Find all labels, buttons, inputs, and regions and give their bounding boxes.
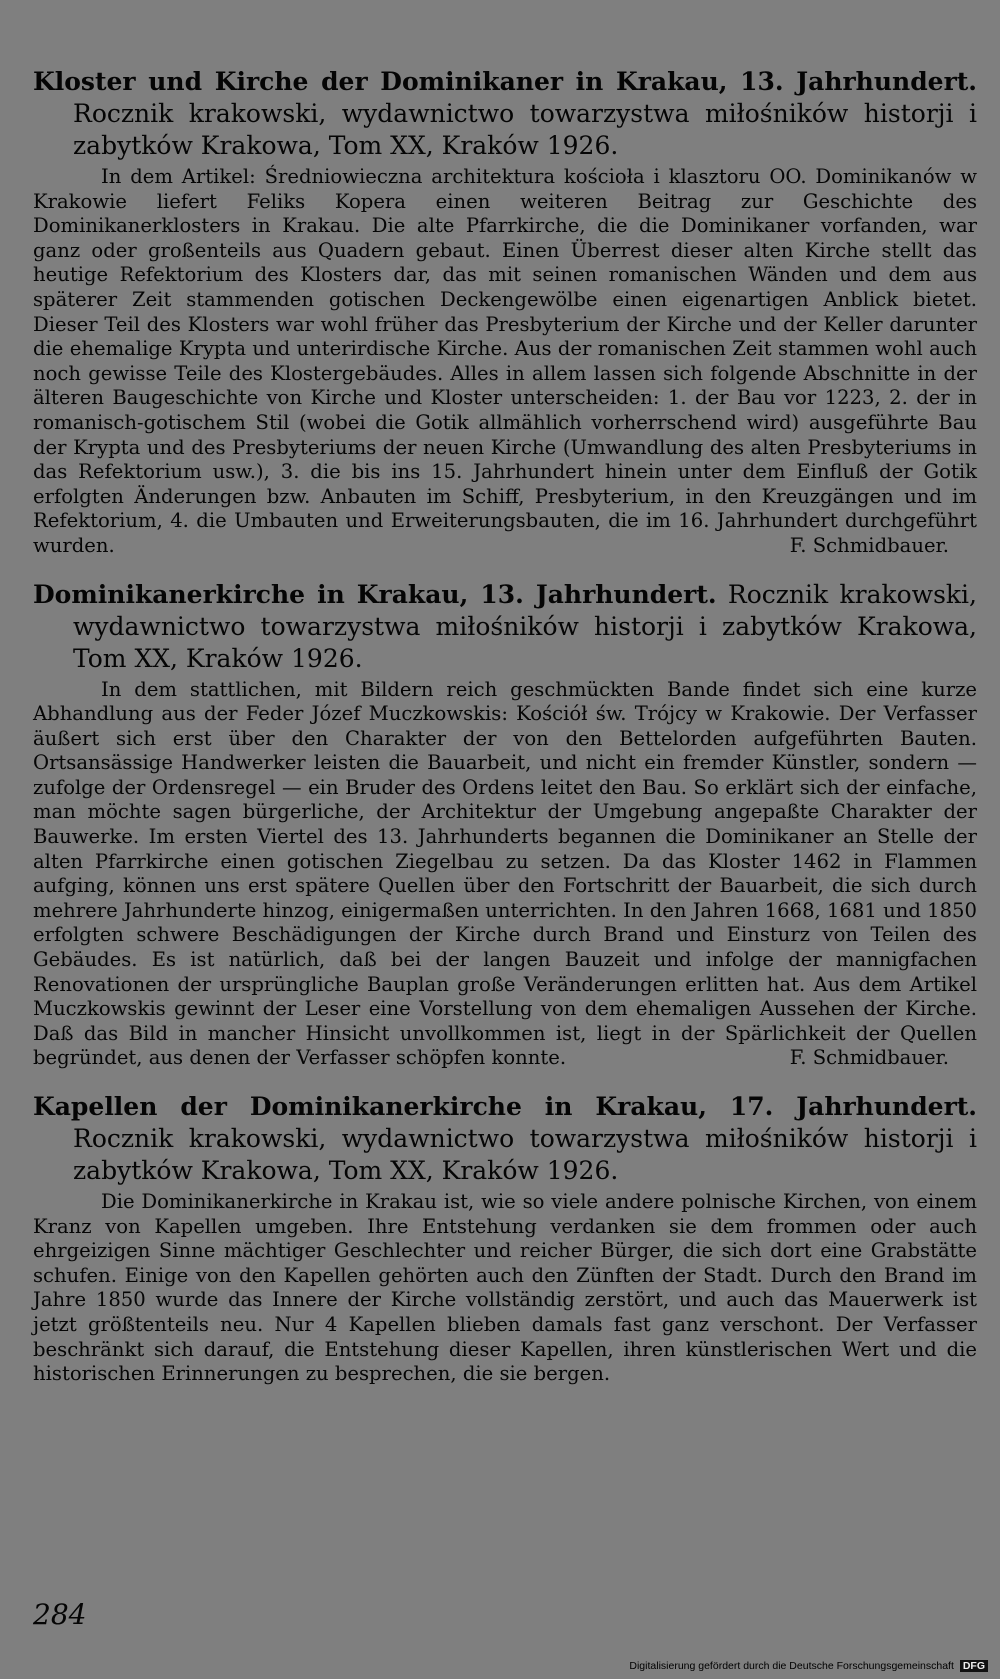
entry-title: Kapellen der Dominikanerkirche in Krakau, 17. Jahrhundert. [33, 1092, 977, 1121]
entry-text: In dem stattlichen, mit Bildern reich geschmückten Bande findet sich eine kurze Abhandlung aus der Feder Józef Muczkowskis: Kościół św. Trójcy w Krakowie. Der Verfasser äußert sich erst über den Charakter der von den Bettelorden aufgeführten Bauten. Ortsansässige Handwerker leisten die Bauarbeit, und nicht ein fremder Künstler, sondern — zufolge der Ordensregel — ein Bruder des Ordens leitet den Bau. So erklärt sich der einfache, man möchte sagen bürgerliche, der Architektur der Umgebung angepaßte Charakter der Bauwerke. Im ersten Viertel des 13. Jahrhunderts begannen die Dominikaner an Stelle der alten Pfarrkirche einen gotischen Ziegelbau zu setzen. Da das Kloster 1462 in Flammen aufging, können uns erst spätere Quellen über den Fortschritt der Bauarbeit, die sich durch mehrere Jahrhunderte hinzog, einigermaßen unterrichten. In den Jahren 1668, 1681 und 1850 erfolgten schwere Beschädigungen der Kirche durch Brand und Einsturz von Teilen des Gebäudes. Es ist natürlich, daß bei der langen Bauzeit und infolge der mannigfachen Renovationen der ursprüngliche Bauplan große Veränderungen erlitten hat. Aus dem Artikel Muczkowskis gewinnt der Leser eine Vorstellung von dem ehemaligen Aussehen der Kirche. Daß das Bild in mancher Hinsicht unvollkommen ist, liegt in der Spärlichkeit der Quellen begründet, aus denen der Verfasser schöpfen konnte. [33, 677, 977, 1070]
entry-source: Rocznik krakowski, wydawnictwo towarzystwa miłośników historji i zabytków Krakowa, Tom XX, Kraków 1926. [73, 579, 977, 673]
entry-body [33, 165, 977, 559]
dfg-logo: DFG [960, 1660, 988, 1672]
entry-text: Die Dominikanerkirche in Krakau ist, wie so viele andere polnische Kirchen, von einem Kranz von Kapellen umgeben. Ihre Entstehung verdanken sie dem frommen oder auch ehrgeizigen Sinne mächtiger Geschlechter und reicher Bürger, die sich dort eine Grabstätte schufen. Einige von den Kapellen gehörten auch den Zünften der Stadt. Durch den Brand im Jahre 1850 wurde das Innere der Kirche vollständig zerstört, und auch das Mauerwerk ist jetzt größtenteils neu. Nur 4 Kapellen blieben damals fast ganz verschont. Der Verfasser beschränkt sich darauf, die Entstehung dieser Kapellen, ihren künstlerischen Wert und die historischen Erinnerungen zu besprechen, die sie bergen. [33, 1190, 977, 1386]
footer-text: Digitalisierung gefördert durch die Deutsche Forschungsgemeinschaft [629, 1660, 954, 1672]
entry-author: F. Schmidbauer. [789, 1046, 949, 1070]
entry-body [33, 678, 977, 1072]
entry-1 [33, 66, 977, 559]
entry-2 [33, 579, 977, 1072]
entry-3 [33, 1091, 977, 1387]
document-page [33, 66, 977, 1407]
entry-source: Rocznik krakowski, wydawnictwo towarzystwa miłośników historji i zabytków Krakowa, Tom XX, Kraków 1926. [73, 99, 977, 160]
entry-author: F. Schmidbauer. [789, 533, 949, 557]
page-number: 284 [33, 1598, 87, 1631]
entry-heading [33, 66, 977, 162]
entry-title: Dominikanerkirche in Krakau, 13. Jahrhundert. [33, 579, 717, 609]
entry-heading [33, 1091, 977, 1187]
digitization-footer [629, 1660, 988, 1672]
entry-heading [33, 579, 977, 675]
entry-body [33, 1190, 977, 1387]
entry-text: In dem Artikel: Średniowieczna architektura kościoła i klasztoru OO. Dominikanów w Krakowie liefert Feliks Kopera einen weiteren Beitrag zur Geschichte des Dominikanerklosters in Krakau. Die alte Pfarrkirche, die die Dominikaner vorfanden, war ganz oder großenteils aus Quadern gebaut. Einen Überrest dieser alten Kirche stellt das heutige Refektorium des Klosters dar, das mit seinen romanischen Wänden und dem aus späterer Zeit stammenden gotischen Deckengewölbe einen eigenartigen Anblick bietet. Dieser Teil des Klosters war wohl früher das Presbyterium der Kirche und der Keller darunter die ehemalige Krypta und unterirdische Kirche. Aus der romanischen Zeit stammen wohl auch noch gewisse Teile des Klostergebäudes. Alles in allem lassen sich folgende Abschnitte in der älteren Baugeschichte von Kirche und Kloster unterscheiden: 1. der Bau vor 1223, 2. der in romanisch-gotischem Stil (wobei die Gotik allmählich vorherrschend wird) ausgeführte Bau der Krypta und des Presbyteriums der neuen Kirche (Umwandlung des alten Presbyteriums in das Refektorium usw.), 3. die bis ins 15. Jahrhundert hinein unter dem Einfluß der Gotik erfolgten Änderungen bzw. Anbauten im Schiff, Presbyterium, in den Kreuzgängen und im Refektorium, 4. die Umbauten und Erweiterungsbauten, die im 16. Jahrhundert durchgeführt wurden. [33, 165, 977, 557]
entry-title: Kloster und Kirche der Dominikaner in Krakau, 13. Jahrhundert. [33, 67, 977, 96]
entry-source: Rocznik krakowski, wydawnictwo towarzystwa miłośników historji i zabytków Krakowa, Tom XX, Kraków 1926. [73, 1124, 977, 1185]
